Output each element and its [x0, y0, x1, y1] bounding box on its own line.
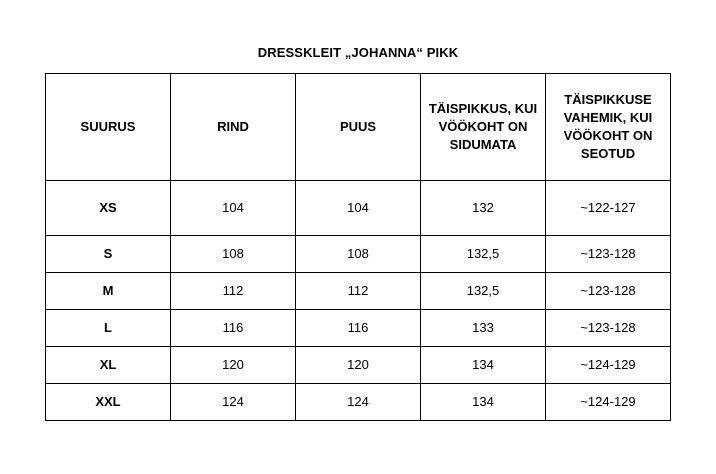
cell-vahemik: ~123-128	[546, 273, 671, 310]
cell-size: M	[46, 273, 171, 310]
table-row	[46, 347, 671, 384]
header-vahemik: TÄISPIKKUSE VAHEMIK, KUI VÖÖKOHT ON SEOTUD	[546, 74, 671, 181]
cell-taispikkus: 134	[421, 384, 546, 421]
cell-taispikkus: 134	[421, 347, 546, 384]
cell-puus: 116	[296, 310, 421, 347]
page-title: DRESSKLEIT „JOHANNA“ PIKK	[257, 45, 459, 60]
cell-puus: 120	[296, 347, 421, 384]
cell-taispikkus: 132,5	[421, 236, 546, 273]
table-row	[46, 273, 671, 310]
header-rind: RIND	[171, 74, 296, 181]
cell-taispikkus: 132	[421, 181, 546, 236]
cell-vahemik: ~123-128	[546, 310, 671, 347]
cell-puus: 112	[296, 273, 421, 310]
cell-vahemik: ~122-127	[546, 181, 671, 236]
cell-puus: 108	[296, 236, 421, 273]
cell-rind: 120	[171, 347, 296, 384]
table-row	[46, 236, 671, 273]
size-chart-table	[45, 73, 671, 421]
cell-size: XXL	[46, 384, 171, 421]
table-header-row	[46, 74, 671, 181]
cell-vahemik: ~123-128	[546, 236, 671, 273]
cell-rind: 116	[171, 310, 296, 347]
cell-size: XL	[46, 347, 171, 384]
cell-rind: 124	[171, 384, 296, 421]
table-row	[46, 384, 671, 421]
cell-rind: 112	[171, 273, 296, 310]
cell-puus: 124	[296, 384, 421, 421]
header-suurus: SUURUS	[46, 74, 171, 181]
table-row	[46, 310, 671, 347]
cell-puus: 104	[296, 181, 421, 236]
cell-size: L	[46, 310, 171, 347]
cell-size: XS	[46, 181, 171, 236]
cell-size: S	[46, 236, 171, 273]
header-puus: PUUS	[296, 74, 421, 181]
cell-rind: 104	[171, 181, 296, 236]
cell-taispikkus: 132,5	[421, 273, 546, 310]
table-row	[46, 181, 671, 236]
cell-vahemik: ~124-129	[546, 347, 671, 384]
header-taispikkus: TÄISPIKKUS, KUI VÖÖKOHT ON SIDUMATA	[421, 74, 546, 181]
cell-vahemik: ~124-129	[546, 384, 671, 421]
cell-rind: 108	[171, 236, 296, 273]
cell-taispikkus: 133	[421, 310, 546, 347]
